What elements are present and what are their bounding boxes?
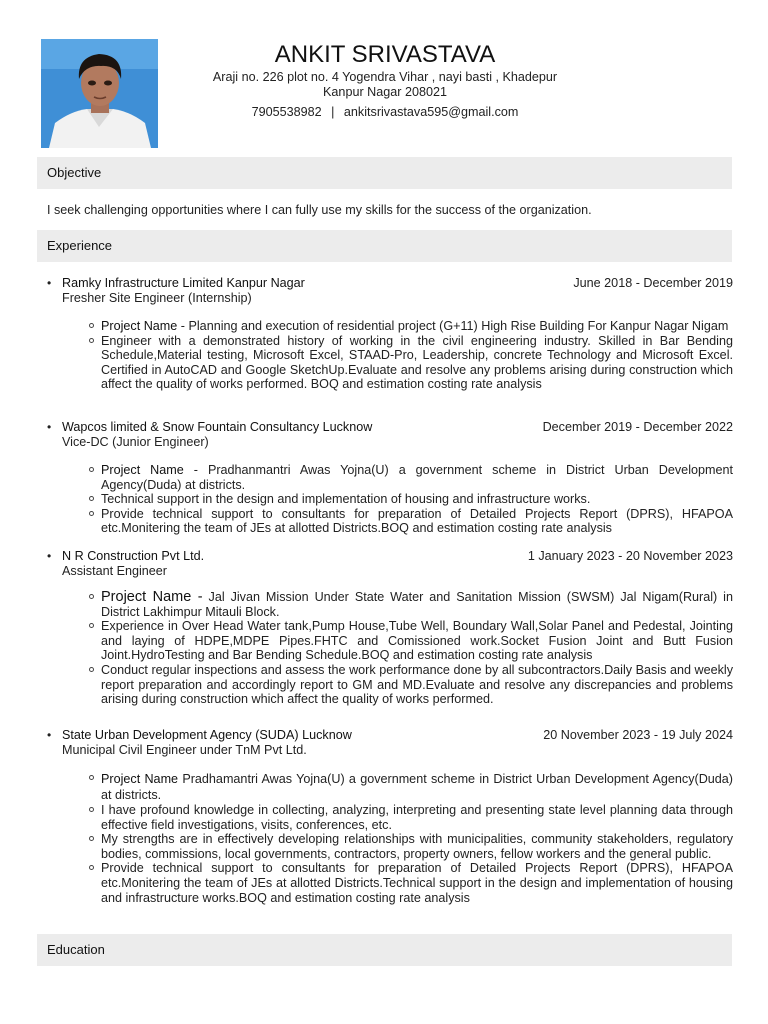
circle-bullet-icon [89, 667, 94, 672]
list-item [47, 319, 733, 334]
task-text: Experience in Over Head Water tank,Pump House,Tube Well, Boundary Wall,Solar Panel and Pedestal, Jointing and laying of HDPE,MDPE Pipes.FHTC and Comissioned work.Socket Fusion Joint and Butt Fusion Joint.HydroTesting and Bar Bending Schedule.BOQ and estimation costing rate analysis [101, 619, 733, 663]
circle-bullet-icon [89, 496, 94, 501]
circle-bullet-icon [89, 865, 94, 870]
job-dates: 1 January 2023 - 20 November 2023 [527, 549, 733, 563]
circle-bullet-icon [89, 338, 94, 343]
address-line-2: Kanpur Nagar 208021 [323, 85, 447, 99]
list-item [47, 803, 733, 832]
circle-bullet-icon [89, 594, 94, 599]
bullet-icon: • [47, 728, 52, 742]
job-role: Vice-DC (Junior Engineer) [62, 435, 209, 449]
circle-bullet-icon [89, 623, 94, 628]
company-name: State Urban Development Agency (SUDA) Lucknow [62, 728, 352, 742]
job-entry [47, 728, 733, 905]
list-item [47, 663, 733, 707]
list-item [47, 861, 733, 905]
company-name: Wapcos limited & Snow Fountain Consultancy Lucknow [62, 420, 373, 434]
task-text: Technical support in the design and implementation of housing and infrastructure works. [101, 492, 591, 507]
job-dates: 20 November 2023 - 19 July 2024 [543, 728, 733, 742]
circle-bullet-icon [89, 467, 94, 472]
section-objective: Objective [37, 157, 732, 189]
objective-text: I seek challenging opportunities where I can fully use my skills for the success of the organization. [47, 203, 592, 217]
project-name-label: Project Name [101, 319, 178, 333]
person-photo-icon [41, 39, 158, 148]
email-address: ankitsrivastava595@gmail.com [343, 105, 519, 119]
project-description: Pradhamantri Awas Yojna(U) a government scheme in District Urban Development Agency(Duda) at districts. [101, 772, 733, 802]
project-name-label: Project Name [101, 463, 184, 477]
section-experience: Experience [37, 230, 732, 262]
job-entry [47, 276, 733, 392]
company-name: N R Construction Pvt Ltd. [62, 549, 205, 563]
task-text: Provide technical support to consultants for preparation of Detailed Projects Report (DPRS), HFAPOA etc.Monitering the team of JEs at allotted Districts.Technical support in the design and implementation of housing and infrastructure works.BOQ and estimation costing rate analysis [101, 861, 733, 905]
task-text: I have profound knowledge in collecting, analyzing, interpreting and presenting state level planning data through effective field investigations, visits, conferences, etc. [101, 803, 733, 832]
job-dates: June 2018 - December 2019 [573, 276, 733, 290]
job-role: Assistant Engineer [62, 564, 168, 578]
job-dates: December 2019 - December 2022 [542, 420, 733, 434]
project-name-label: Project Name [101, 772, 179, 786]
bullet-icon: • [47, 276, 52, 290]
candidate-name: ANKIT SRIVASTAVA [274, 41, 496, 68]
list-item [47, 334, 733, 392]
company-name: Ramky Infrastructure Limited Kanpur Nagar [62, 276, 305, 290]
project-description: Jal Jivan Mission Under State Water and Sanitation Mission (SWSM) Jal Nigam(Rural) in District Lakhimpur Mitauli Block. [101, 590, 733, 619]
task-text: Provide technical support to consultants for preparation of Detailed Projects Report (DPRS), HFAPOA etc.Monitering the team of JEs at allotted Districts.BOQ and estimation costing rate analysis [101, 506, 733, 536]
bullet-icon: • [47, 420, 52, 434]
bullet-icon: • [47, 549, 52, 563]
circle-bullet-icon [89, 775, 94, 780]
project-description: - Pradhanmantri Awas Yojna(U) a government scheme in District Urban Development Agency(Duda) at districts. [101, 463, 733, 492]
list-item [47, 463, 733, 492]
task-text: Conduct regular inspections and assess the work performance done by all subcontractors.Daily Basis and weekly report preparation and accordingly report to GM and MD.Evaluate and resolve any discrepancies and problems arising during construction which affect the quality of works performed. [101, 662, 733, 707]
circle-bullet-icon [89, 511, 94, 516]
resume-header [160, 40, 610, 120]
list-item [47, 771, 733, 803]
list-item [47, 619, 733, 663]
list-item [47, 590, 733, 619]
contact-separator: | [331, 105, 335, 119]
circle-bullet-icon [89, 323, 94, 328]
circle-bullet-icon [89, 807, 94, 812]
list-item [47, 492, 733, 507]
phone-number: 7905538982 [251, 105, 322, 119]
task-text: My strengths are in effectively developing relationships with municipalities, community stakeholders, regulatory bodies, commissions, local governments, contractors, property owners, fellow workers and the general public. [101, 832, 733, 861]
job-entry [47, 549, 733, 707]
job-role: Municipal Civil Engineer under TnM Pvt Ltd. [62, 743, 307, 757]
circle-bullet-icon [89, 836, 94, 841]
section-education: Education [37, 934, 732, 966]
project-description: - Planning and execution of residential project (G+11) High Rise Building For Kanpur Nagar Nigam [177, 319, 729, 333]
task-text: Engineer with a demonstrated history of working in the civil engineering industry. Skilled in Bar Bending Schedule,Material testing, Microsoft Excel, STAAD-Pro, Leadership, concrete Technology and Microsoft Excel. Certified in AutoCAD and Google SketchUp.Evaluate and resolve any problems arising during construction which affect the quality of works performed. BOQ and estimation costing rate analysis [101, 333, 733, 392]
list-item [47, 507, 733, 536]
profile-photo [41, 39, 158, 148]
job-entry [47, 420, 733, 536]
list-item [47, 832, 733, 861]
address-line-1: Araji no. 226 plot no. 4 Yogendra Vihar , nayi basti , Khadepur [212, 70, 558, 84]
contact-line [160, 104, 610, 120]
job-role: Fresher Site Engineer (Internship) [62, 291, 252, 305]
project-name-label: Project Name - [101, 589, 203, 605]
